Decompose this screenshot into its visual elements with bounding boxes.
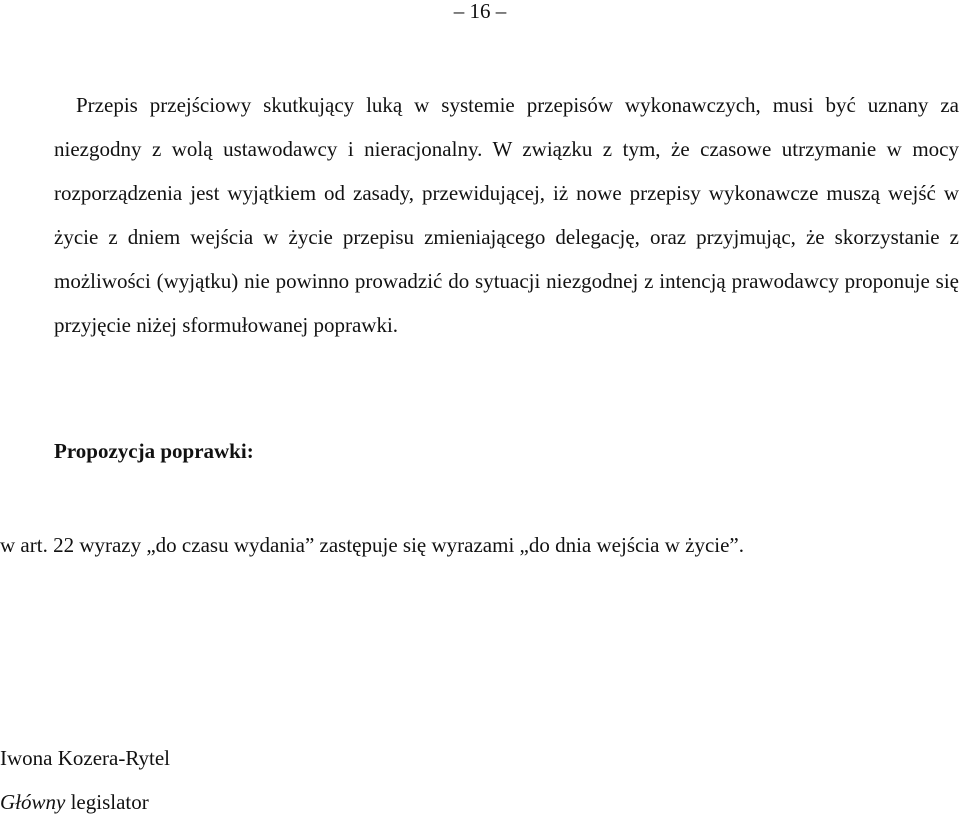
signature-title-rest: legislator <box>65 790 149 814</box>
page-number: – 16 – <box>453 0 507 23</box>
signature-name: Iwona Kozera-Rytel <box>0 746 170 770</box>
amendment-heading: Propozycja poprawki: <box>54 439 254 463</box>
body-paragraph: Przepis przejściowy skutkujący luką w systemie przepisów wykonawczych, musi być uznany za niezgodny z wolą ustawodawcy i nieracjonalny. W związku z tym, że czasowe utrzymanie w mocy rozporządzenia jest wyjątkiem od zasady, przewidującej, iż nowe przepisy wykonawcze muszą wejść w życie z dniem wejścia w życie przepisu zmieniającego delegację, oraz przyjmując, że skorzystanie z możliwości (wyjątku) nie powinno prowadzić do sytuacji niezgodnej z intencją prawodawcy proponuje się przyjęcie niżej sformułowanej poprawki. <box>54 93 959 337</box>
amendment-text: w art. 22 wyrazy „do czasu wydania” zastępuje się wyrazami „do dnia wejścia w życie”. <box>0 533 745 557</box>
signature-title <box>0 787 149 817</box>
signature-title-italic: Główny <box>0 790 66 814</box>
